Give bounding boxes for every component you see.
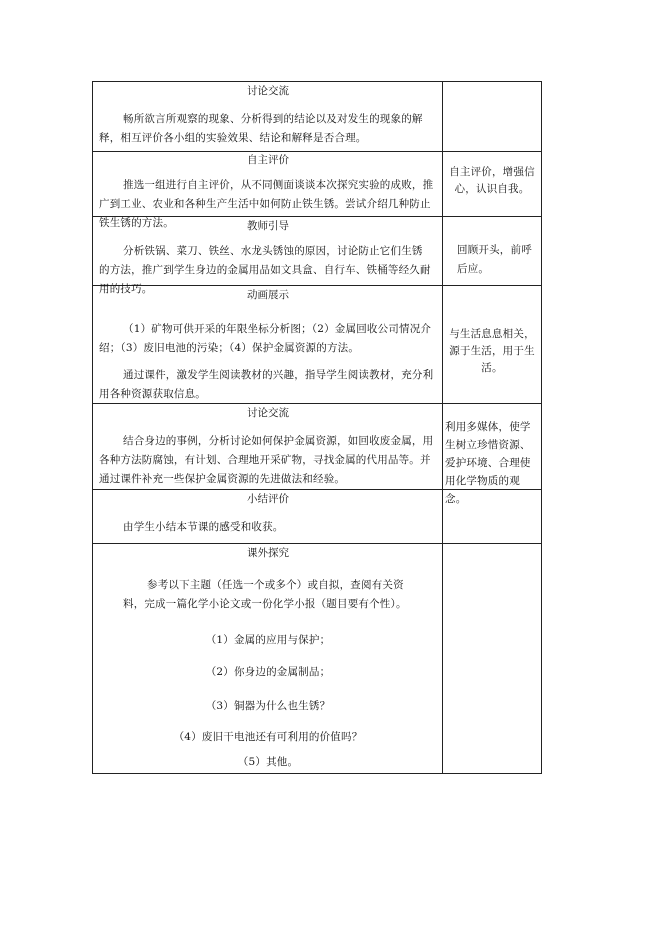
topic-item: （2）你身边的金属制品； (205, 666, 331, 678)
section-title: 讨论交流 (247, 85, 289, 97)
activity-cell (93, 286, 443, 403)
topic-item: （3）铜器为什么也生锈？ (205, 700, 331, 712)
topic-item: （1）金属的应用与保护； (205, 634, 331, 646)
section-text: （1）矿物可供开采的年限坐标分析图；（2）金属回收公司情况介绍；（3）废旧电池的污染；（4）保护金属资源的方法。 (99, 323, 432, 354)
section-title: 动画展示 (247, 289, 289, 301)
intent-text: 自主评价，增强信心，认识自我。 (449, 166, 535, 195)
section-title: 自主评价 (247, 154, 289, 166)
table-row-extracurricular (93, 544, 541, 773)
intent-text: 回顾开头，前呼后应。 (457, 244, 532, 275)
section-text: 分析铁锅、菜刀、铁丝、水龙头锈蚀的原因，讨论防止它们生锈的方法，推广到学生身边的金属用品如文具盒、自行车、铁桶等经久耐用的技巧。 (99, 245, 431, 295)
topic-item: （4）废旧干电池还有可利用的价值吗？ (173, 731, 363, 743)
intent-cell (443, 217, 541, 285)
topic-item: （5）其他。 (237, 756, 299, 768)
table-row-discussion (93, 82, 541, 152)
intent-cell (443, 490, 541, 543)
section-title: 讨论交流 (247, 407, 289, 419)
section-title: 教师引导 (247, 220, 289, 232)
section-title: 小结评价 (247, 493, 289, 505)
section-text: 由学生小结本节课的感受和收获。 (123, 521, 284, 533)
intent-text: 利用多媒体，使学生树立珍惜资源、爱护环境、合理使用化学物质的观念。 (445, 421, 531, 505)
activity-cell (93, 404, 443, 489)
section-text: 结合身边的事例，分析讨论如何保护金属资源，如回收废金属，用各种方法防腐蚀，有计划、合理地开采矿物，寻找金属的代用品等。并通过课件补充一些保护金属资源的先进做法和经验。 (99, 435, 434, 485)
activity-cell (93, 490, 443, 543)
section-text: 畅所欲言所观察的现象、分析得到的结论以及对发生的现象的解释，相互评价各小组的实验效果、结论和解释是否合理。 (99, 113, 423, 144)
section-title: 课外探究 (247, 547, 289, 559)
section-text: 推选一组进行自主评价，从不同侧面谈谈本次探究实验的成败，推广到工业、农业和各种生产生活中如何防止铁生锈。尝试介绍几种防止铁生锈的方法。 (99, 179, 434, 229)
intent-cell (443, 82, 541, 151)
intent-cell (443, 286, 541, 403)
activity-cell (93, 544, 443, 773)
lesson-table (92, 81, 542, 774)
table-row-animation (93, 286, 541, 404)
section-text: 参考以下主题（任选一个或多个）或自拟，查阅有关资料，完成一篇化学小论文或一份化学小报（题目要有个性）。 (123, 579, 407, 610)
intent-cell (443, 152, 541, 216)
activity-cell (93, 82, 443, 151)
section-text: 通过课件，激发学生阅读教材的兴趣，指导学生阅读教材，充分利用各种资源获取信息。 (99, 369, 434, 400)
intent-cell (443, 404, 541, 505)
intent-text: 与生活息息相关，源于生活，用于生活。 (449, 328, 535, 374)
table-row-summary (93, 490, 541, 544)
intent-cell (443, 544, 541, 773)
